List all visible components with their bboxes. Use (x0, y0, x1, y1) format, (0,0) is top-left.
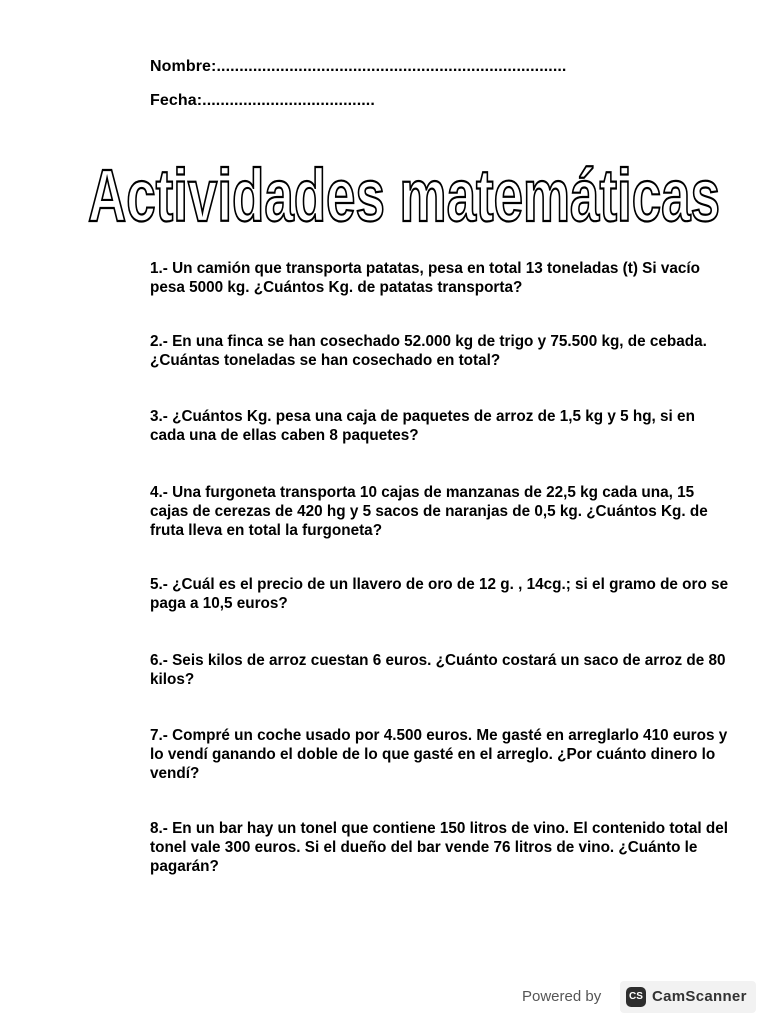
problem-number: 3.- (150, 408, 168, 425)
problem-number: 5.- (150, 576, 168, 593)
problem-number: 7.- (150, 727, 168, 744)
problem-text: Seis kilos de arroz cuestan 6 euros. ¿Cuánto costará un saco de arroz de 80 kilos? (150, 652, 726, 688)
camscanner-badge (620, 981, 756, 1013)
problem-6 (150, 651, 730, 689)
problem-text: ¿Cuántos Kg. pesa una caja de paquetes de arroz de 1,5 kg y 5 hg, si en cada una de ellas caben 8 paquetes? (150, 408, 695, 444)
page-title (84, 155, 724, 235)
problem-4 (150, 483, 730, 540)
name-field: Nombre:............................................................................. (150, 58, 567, 75)
camscanner-logo-icon: CS (626, 987, 646, 1007)
problem-text: Compré un coche usado por 4.500 euros. Me gasté en arreglarlo 410 euros y lo vendí ganando el doble de lo que gasté en el arreglo. ¿Por cuánto dinero lo vendí? (150, 727, 728, 782)
powered-by-label: Powered by (522, 988, 602, 1005)
problem-7 (150, 726, 730, 783)
problem-1 (150, 259, 730, 297)
problem-number: 6.- (150, 652, 168, 669)
problem-text: Una furgoneta transporta 10 cajas de manzanas de 22,5 kg cada una, 15 cajas de cerezas de 420 hg y 5 sacos de naranjas de 0,5 kg. ¿Cuántos Kg. de fruta lleva en total la furgoneta? (150, 484, 708, 539)
problem-text: En un bar hay un tonel que contiene 150 litros de vino. El contenido total del tonel vale 300 euros. Si el dueño del bar vende 76 litros de vino. ¿Cuánto le pagarán? (150, 820, 728, 875)
scanner-watermark (522, 981, 758, 1015)
problem-number: 8.- (150, 820, 168, 837)
page-title-text: Actividades matemáticas (88, 155, 720, 235)
date-field: Fecha:...................................... (150, 92, 375, 109)
problem-2 (150, 332, 730, 370)
camscanner-brand-name: CamScanner (652, 988, 747, 1005)
problem-3 (150, 407, 730, 445)
problem-number: 2.- (150, 333, 168, 350)
problem-8 (150, 819, 730, 876)
problem-text: Un camión que transporta patatas, pesa en total 13 toneladas (t) Si vacío pesa 5000 kg. ¿Cuántos Kg. de patatas transporta? (150, 260, 700, 296)
problem-text: ¿Cuál es el precio de un llavero de oro de 12 g. , 14cg.; si el gramo de oro se paga a 10,5 euros? (150, 576, 729, 612)
problem-text: En una finca se han cosechado 52.000 kg de trigo y 75.500 kg, de cebada. ¿Cuántas toneladas se han cosechado en total? (150, 333, 707, 369)
problem-number: 1.- (150, 260, 168, 277)
problem-5 (150, 575, 730, 613)
problem-number: 4.- (150, 484, 168, 501)
